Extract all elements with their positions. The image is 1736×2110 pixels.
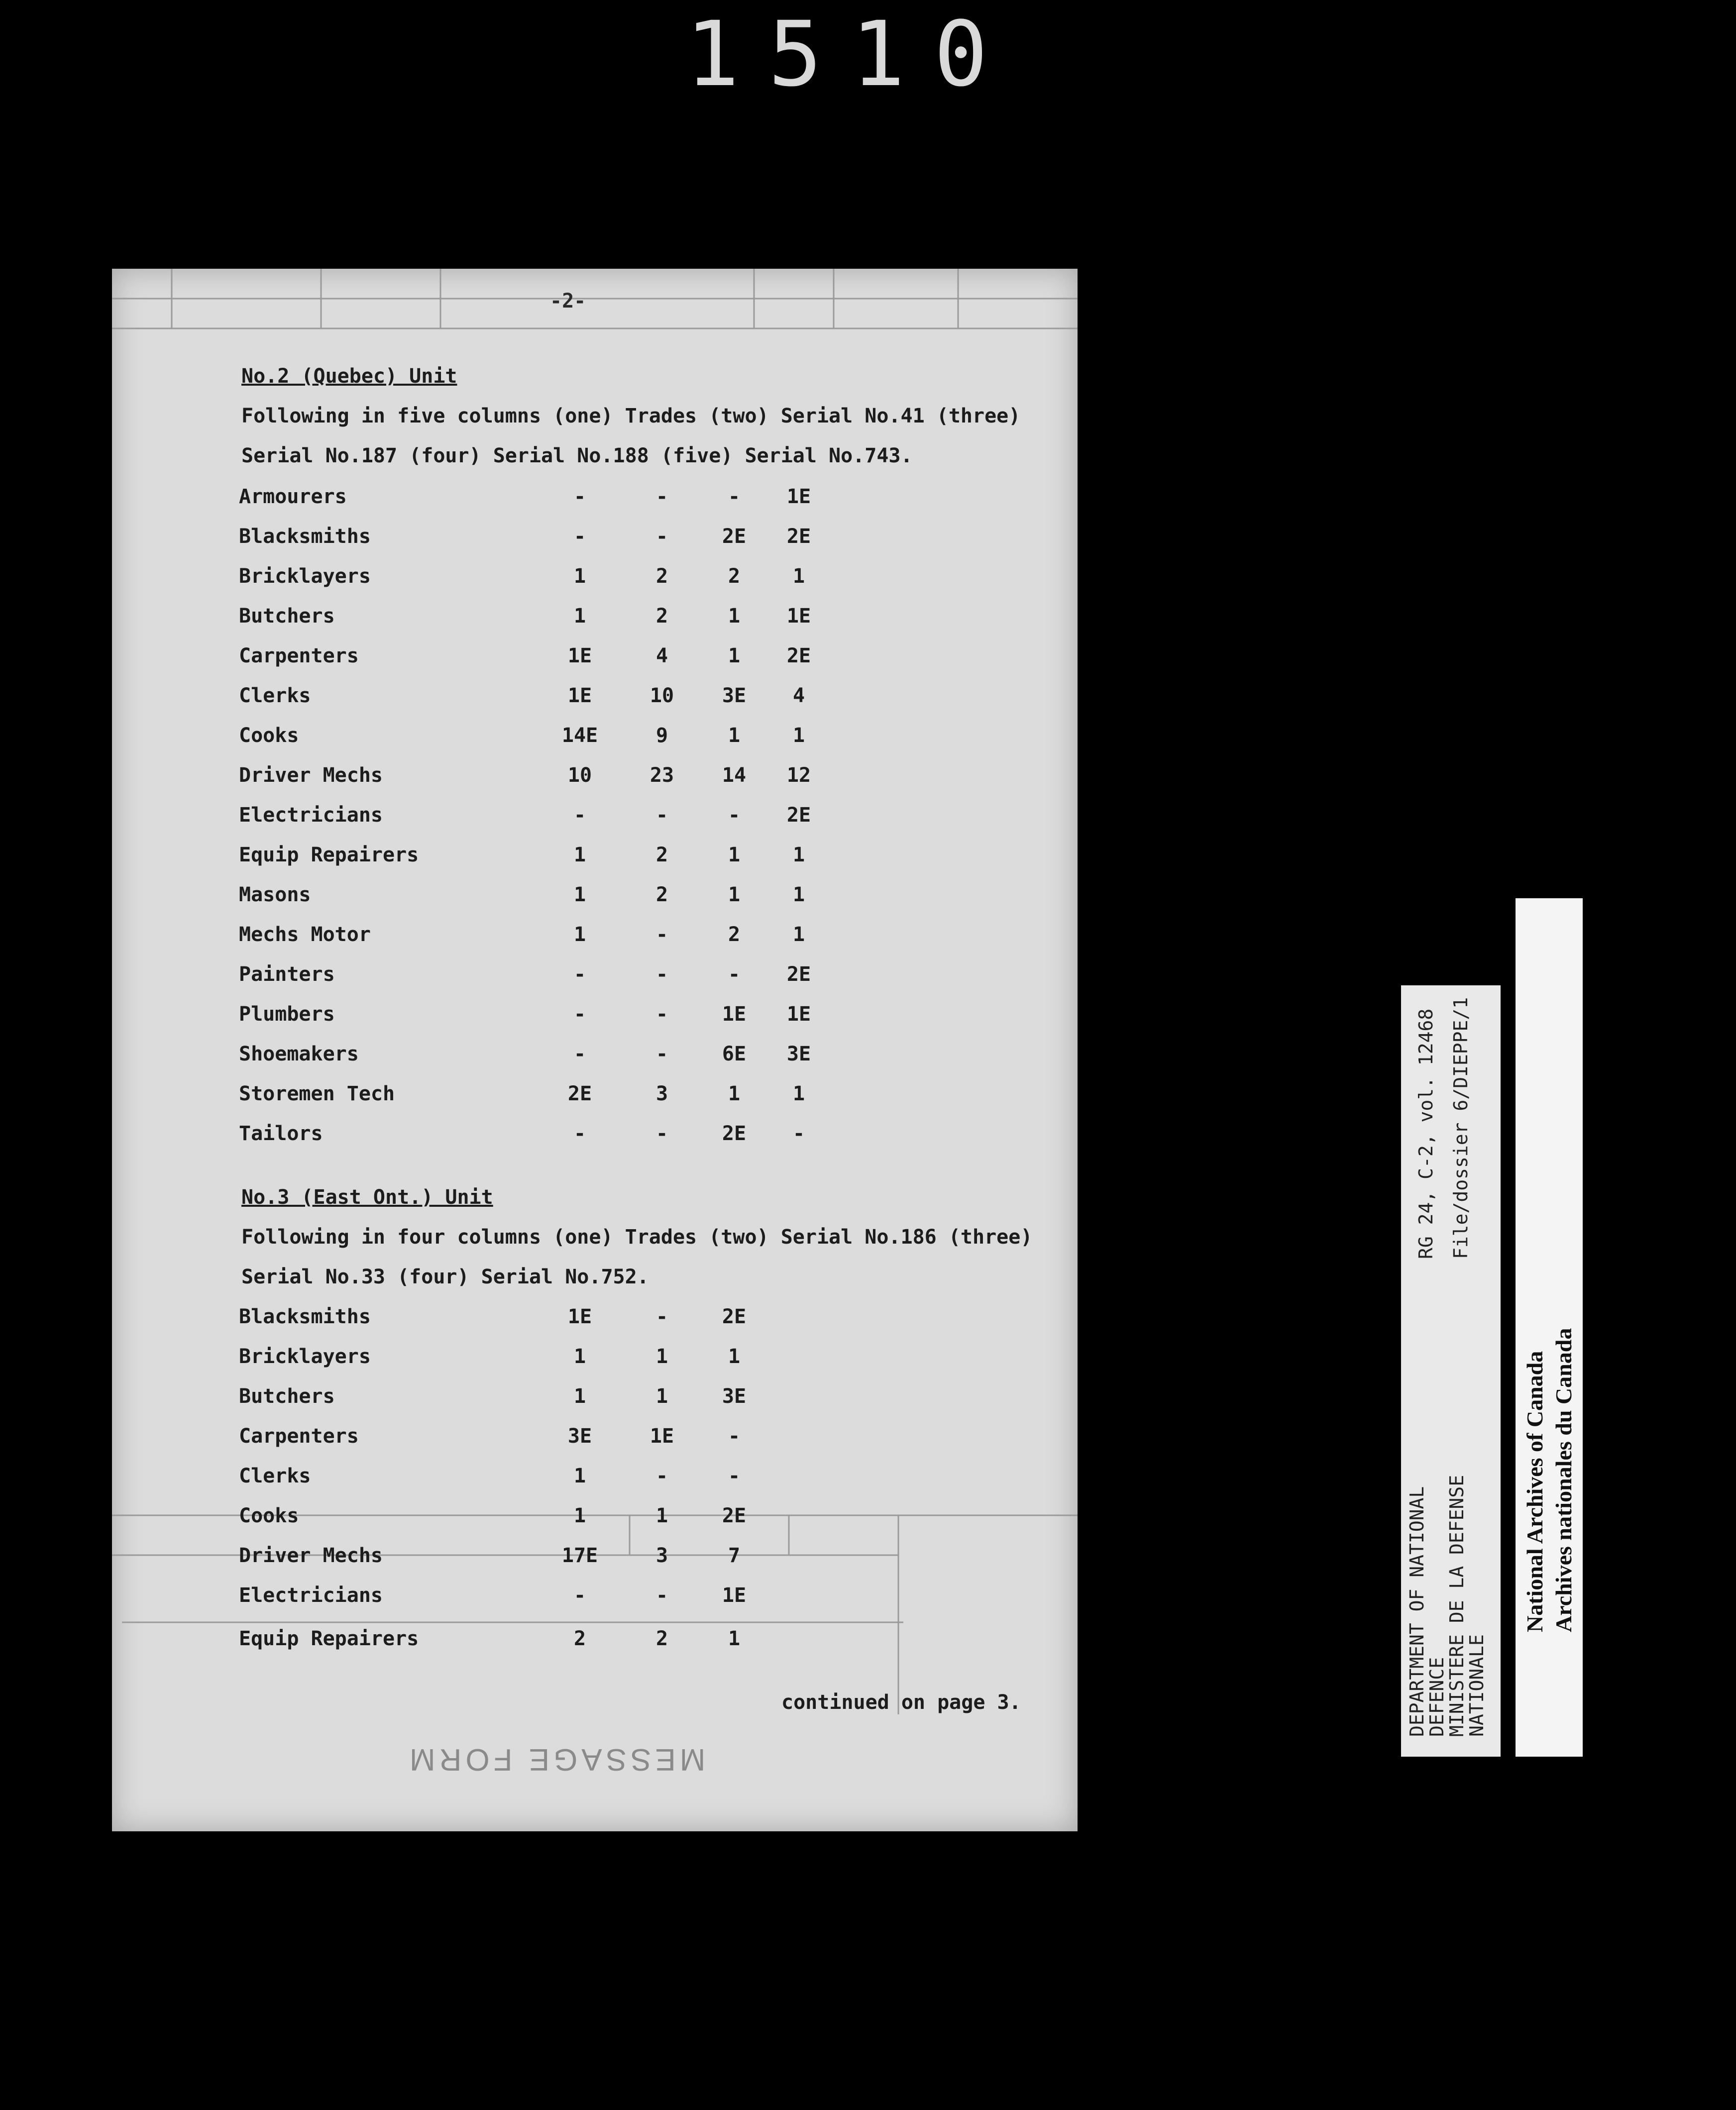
trade-row [112,724,1078,754]
trade-count: 1 [792,923,805,946]
trade-count: - [655,1003,668,1026]
national-archives-strip [1516,898,1583,1757]
trade-count: 1 [728,844,741,866]
trade-count: 1E [786,485,811,508]
trade-count: 1 [655,1385,668,1408]
trade-count: 14 [722,764,747,787]
trade-count: - [655,963,668,986]
trade-count: 1 [728,1082,741,1105]
archives-name-en: National Archives of Canada [1522,1351,1547,1632]
trade-count: 2E [722,1305,747,1328]
trade-name: Bricklayers [239,1345,371,1368]
trade-count: 1 [573,1385,586,1408]
trade-count: - [573,485,586,508]
trade-count: 1E [786,605,811,628]
trade-count: 1 [792,724,805,747]
trade-count: - [655,1122,668,1145]
trade-row [112,1305,1078,1335]
trade-count: 10 [567,764,592,787]
trade-name: Plumbers [239,1003,335,1026]
unit-heading-quebec: No.2 (Quebec) Unit [241,365,457,388]
trade-count: - [655,923,668,946]
unit-intro-line-1: Following in five columns (one) Trades (two) Serial No.41 (three) [241,405,1021,427]
trade-name: Storemen Tech [239,1082,395,1105]
trade-count: - [573,1584,586,1607]
trade-row [112,1122,1078,1152]
continued-note: continued on page 3. [781,1691,1021,1714]
trade-row [112,804,1078,834]
trade-name: Carpenters [239,644,359,667]
trade-count: 1 [792,844,805,866]
trade-row [112,963,1078,993]
trade-count: 1 [573,883,586,906]
trade-count: - [728,804,741,827]
trade-count: 17E [561,1544,598,1567]
trade-name: Driver Mechs [239,764,383,787]
trade-row [112,1385,1078,1415]
archive-reference-file: File/dossier 6/DIEPPE/1 [1450,997,1472,1259]
trade-count: - [655,1305,668,1328]
trade-name: Equip Repairers [239,844,419,866]
trade-name: Cooks [239,724,299,747]
trade-count: 1 [655,1504,668,1527]
trade-count: 12 [786,764,811,787]
trade-count: 1 [573,923,586,946]
trade-count: - [655,525,668,548]
trade-count: 3E [722,1385,747,1408]
trade-count: 23 [650,764,674,787]
trade-name: Blacksmiths [239,1305,371,1328]
trade-row [112,883,1078,913]
torn-corner-damage [212,1951,371,2110]
trade-count: 1E [650,1425,674,1448]
trade-row [112,565,1078,595]
trade-count: 2 [655,844,668,866]
archive-dept-line: DEFENCE [1426,1657,1448,1737]
trade-count: 1E [567,1305,592,1328]
trade-row [112,844,1078,873]
archive-dept-line: MINISTERE DE LA DEFENSE [1446,1475,1468,1737]
trade-count: 2 [655,1627,668,1650]
trade-count: 1 [573,605,586,628]
trade-row [112,1504,1078,1534]
trade-count: 2 [655,565,668,588]
trade-name: Cooks [239,1504,299,1527]
archives-name-fr: Archives nationales du Canada [1551,1328,1576,1632]
trade-count: 2E [722,1504,747,1527]
trade-count: 1 [792,883,805,906]
message-form-page [112,269,1078,1831]
archive-reference-card [1401,985,1501,1757]
trade-count: 1E [786,1003,811,1026]
trade-count: 1 [573,1345,586,1368]
trade-count: - [728,1465,741,1487]
trade-count: 9 [655,724,668,747]
trade-count: 1E [567,644,592,667]
trade-count: - [728,1425,741,1448]
trade-count: - [573,1043,586,1065]
trade-count: 2 [655,605,668,628]
trade-count: 1E [722,1584,747,1607]
trade-name: Electricians [239,1584,383,1607]
trade-count: 1E [722,1003,747,1026]
trade-name: Bricklayers [239,565,371,588]
trade-name: Shoemakers [239,1043,359,1065]
trade-count: 2E [722,1122,747,1145]
trade-row [112,1345,1078,1375]
trade-count: 2E [567,1082,592,1105]
trade-name: Armourers [239,485,347,508]
unit-intro-line-2: Serial No.187 (four) Serial No.188 (five) Serial No.743. [241,444,913,467]
unit-intro-line-2: Serial No.33 (four) Serial No.752. [241,1266,649,1288]
trade-name: Blacksmiths [239,525,371,548]
trade-count: - [573,804,586,827]
trade-row [112,1082,1078,1112]
trade-name: Mechs Motor [239,923,371,946]
trade-count: 1 [573,1504,586,1527]
trade-count: 1 [728,1345,741,1368]
trade-row [112,923,1078,953]
trade-count: - [655,1043,668,1065]
trade-count: - [792,1122,805,1145]
trade-count: 2E [786,525,811,548]
trade-row [112,485,1078,515]
trade-count: 1 [728,605,741,628]
trade-row [112,1544,1078,1574]
archive-dept-line: DEPARTMENT OF NATIONAL [1406,1486,1428,1737]
trade-name: Butchers [239,1385,335,1408]
trade-count: - [573,963,586,986]
unit-heading-east-ont: No.3 (East Ont.) Unit [241,1186,493,1209]
trade-count: 3E [567,1425,592,1448]
trade-count: 4 [655,644,668,667]
trade-row [112,1584,1078,1614]
trade-count: 1 [728,724,741,747]
trade-count: 3E [722,684,747,707]
trade-count: 14E [561,724,598,747]
trade-row [112,1043,1078,1072]
trade-row [112,684,1078,714]
trade-name: Clerks [239,1465,311,1487]
trade-count: 6E [722,1043,747,1065]
trade-row [112,1465,1078,1494]
trade-count: - [655,1584,668,1607]
trade-count: 2E [786,644,811,667]
trade-count: 7 [728,1544,741,1567]
trade-count: - [728,963,741,986]
microfilm-frame-number: 1510 [685,2,1017,106]
trade-count: 3 [655,1082,668,1105]
archive-dept-line: NATIONALE [1466,1634,1488,1737]
page-number: -2- [550,290,586,313]
trade-name: Clerks [239,684,311,707]
trade-count: 10 [650,684,674,707]
trade-count: - [573,1122,586,1145]
trade-count: 2E [786,963,811,986]
trade-name: Carpenters [239,1425,359,1448]
trade-count: - [655,1465,668,1487]
trade-count: 2 [573,1627,586,1650]
trade-name: Painters [239,963,335,986]
trade-row [112,764,1078,794]
trade-count: 1 [573,1465,586,1487]
unit-intro-line-1: Following in four columns (one) Trades (two) Serial No.186 (three) [241,1226,1033,1249]
form-footer-title: MESSAGE FORM [406,1742,706,1777]
trade-count: 1 [728,1627,741,1650]
trade-name: Tailors [239,1122,323,1145]
trade-count: 1 [728,883,741,906]
trade-count: 1 [792,565,805,588]
archive-reference-volume: RG 24, C-2, vol. 12468 [1415,1008,1437,1259]
trade-count: 1 [792,1082,805,1105]
trade-count: - [728,485,741,508]
trade-row [112,1425,1078,1455]
trade-count: 2 [728,923,741,946]
trade-count: - [655,804,668,827]
trade-name: Driver Mechs [239,1544,383,1567]
trade-count: 1 [728,644,741,667]
trade-count: - [655,485,668,508]
trade-row [112,1627,1078,1657]
trade-count: 1 [655,1345,668,1368]
trade-row [112,525,1078,555]
trade-count: 2E [722,525,747,548]
trade-row [112,605,1078,634]
trade-count: 1 [573,565,586,588]
trade-count: 2 [655,883,668,906]
trade-count: - [573,525,586,548]
trade-count: - [573,1003,586,1026]
trade-name: Electricians [239,804,383,827]
trade-row [112,644,1078,674]
trade-count: 2E [786,804,811,827]
trade-count: 1 [573,844,586,866]
trade-count: 3 [655,1544,668,1567]
trade-count: 1E [567,684,592,707]
trade-row [112,1003,1078,1033]
trade-count: 2 [728,565,741,588]
trade-name: Equip Repairers [239,1627,419,1650]
trade-count: 4 [792,684,805,707]
trade-count: 3E [786,1043,811,1065]
trade-name: Butchers [239,605,335,628]
trade-name: Masons [239,883,311,906]
